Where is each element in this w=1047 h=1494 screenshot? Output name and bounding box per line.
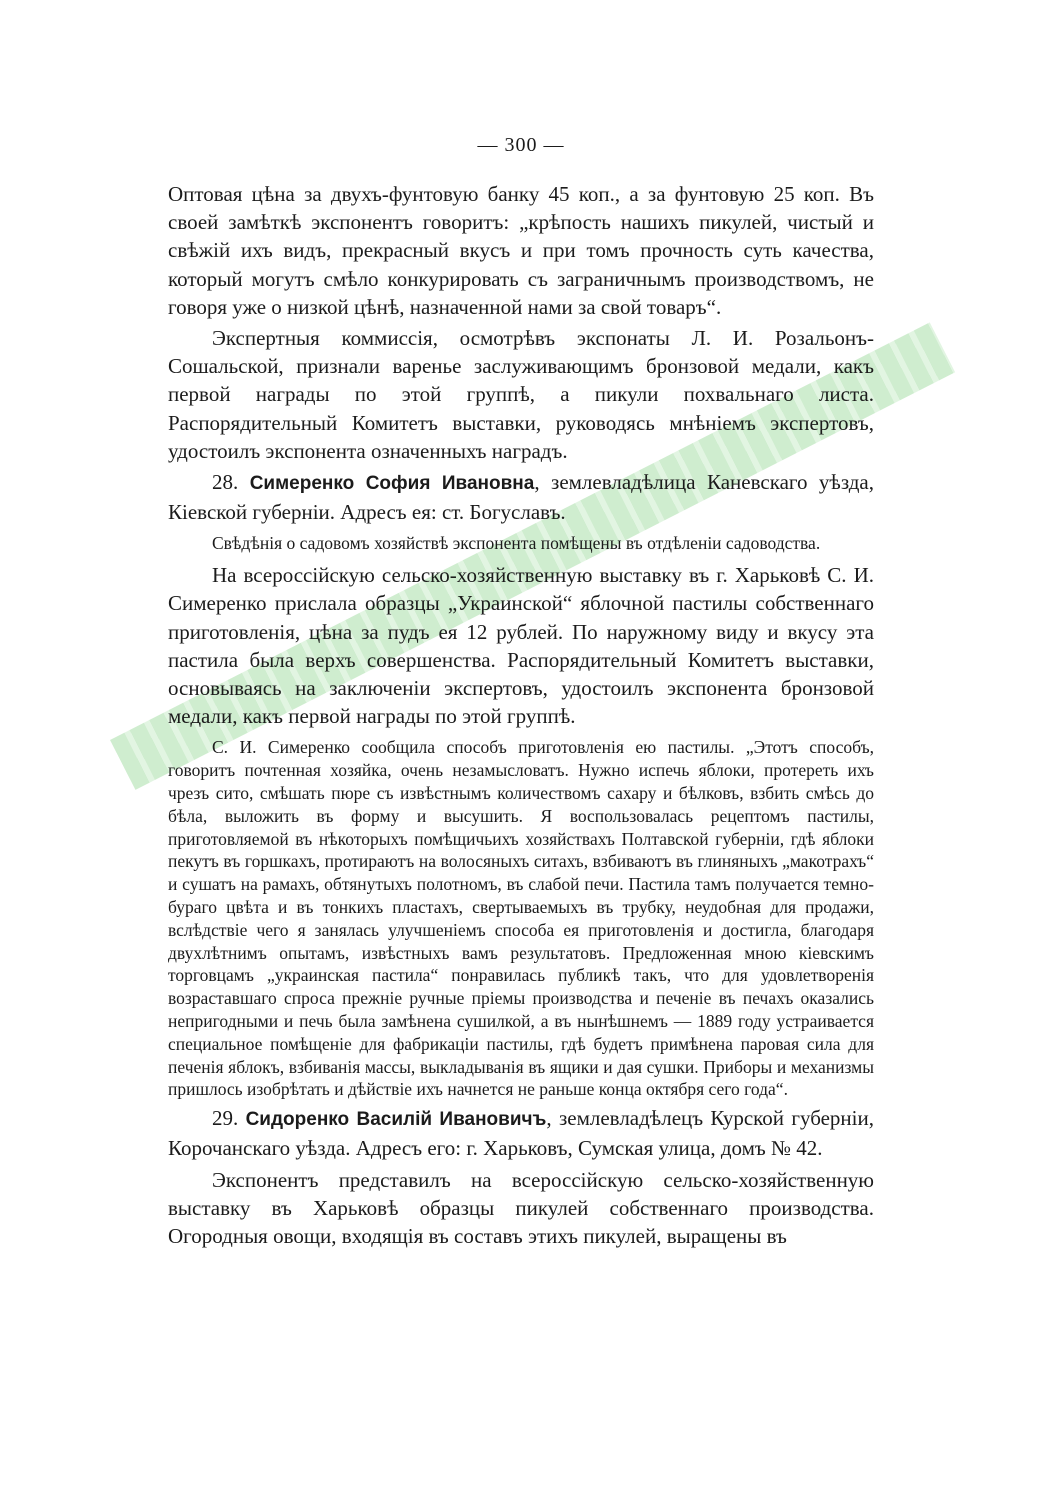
entry-29-name: Сидоренко Василій Ивановичъ xyxy=(245,1109,547,1131)
entry-28-details: , землевладѣлица Каневскаго уѣзда, Кіевской губерніи. Адресъ ея: ст. Богуславъ. xyxy=(168,470,874,525)
entry-28-name: Симеренко София Ивановна xyxy=(249,473,535,495)
paragraph-pastila-award: На всероссійскую сельско-хозяйственную выставку въ г. Харьковѣ С. И. Симеренко прислала образцы „Украинской“ яблочной пастилы собственнаго приготовленія, цѣна за пудъ ея 12 рублей. По наружному виду и вкусу эта пастила была верхъ совершенства. Распорядительный Комитетъ выставки, основываясь на заключеніи экспертовъ, удостоилъ экспонента бронзовой медали, какъ первой награды по этой группѣ. xyxy=(168,563,874,729)
entry-28-number: 28. xyxy=(212,470,239,495)
text-column xyxy=(168,130,874,1250)
entry-29-number: 29. xyxy=(212,1106,239,1131)
paragraph-garden-note: Свѣдѣнія о садовомъ хозяйствѣ экспонента помѣщены въ отдѣленіи садоводства. xyxy=(212,533,821,554)
entry-29-header xyxy=(168,1104,874,1162)
paragraph-pastila-method: С. И. Симеренко сообщила способъ приготовленія ею пастилы. „Этотъ способъ, говоритъ почтенная хозяйка, очень незамысловатъ. Нужно испечь яблоки, протереть ихъ чрезъ сито, смѣшать пюре съ извѣстнымъ количествомъ сахару и бѣлковъ, взбить смѣсь до бѣла, выложить въ форму и высушить. Я воспользовалась рецептомъ пастилы, приготовляемой въ нѣкоторыхъ помѣщичьихъ хозяйствахъ Полтавской губерніи, гдѣ яблоки пекутъ въ горшкахъ, протираютъ на волосяныхъ ситахъ, взбиваютъ въ глиняныхъ „макотрахъ“ и сушатъ на рамахъ, обтянутыхъ полотномъ, въ слабой печи. Пастила тамъ получается темно-бураго цвѣта и въ тонкихъ пластахъ, свертываемыхъ въ трубку, неудобная для продажи, вслѣдствіе чего я занялась улучшеніемъ способа ея приготовленія и достигла, благодаря двухлѣтнимъ опытамъ, извѣстныхъ вамъ результатовъ. Предложенная мною кіевскимъ торговцамъ „украинская пастила“ понравилась публикѣ такъ, что для удовлетворенія возраставшаго спроса прежніе ручные пріемы производства и печеніе въ печахъ оказались непригодными и печь была замѣнена сушилкой, а въ нынѣшнемъ — 1889 году устраивается специальное помѣщеніе для фабрикаціи пастилы, гдѣ будетъ примѣнена паровая сила для печенія яблокъ, взбиванія массы, выкладыванія въ ящики и дая сушки. Приборы и механизмы пришлось изобрѣтать и дѣйствіе ихъ начнется не раньше конца октября сего года“. xyxy=(168,737,874,1100)
page-number: — 300 — xyxy=(477,134,565,156)
paragraph-pickles-exhibit: Экспонентъ представилъ на всероссійскую сельско-хозяйственную выставку въ Харьковѣ образцы пикулей собственнаго производства. Огородныя овощи, входящія въ составъ этихъ пикулей, выращены въ xyxy=(168,1167,874,1249)
paragraph-commission-award: Экспертныя коммиссія, осмотрѣвъ экспонаты Л. И. Розальонъ-Сошальской, признали варенье заслуживающимъ бронзовой медали, какъ первой награды по этой группѣ, а пикули похвальнаго листа. Распорядительный Комитетъ выставки, руководясь мнѣніемъ экспертовъ, удостоилъ экспонента означенныхъ наградъ. xyxy=(168,326,874,463)
entry-28-header xyxy=(168,468,874,526)
paragraph-price-note: Оптовая цѣна за двухъ-фунтовую банку 45 коп., а за фунтовую 25 коп. Въ своей замѣткѣ экспонентъ говоритъ: „крѣпость нашихъ пикулей, чистый и свѣжій ихъ видъ, прекрасный вкусъ и при томъ прочность суть качества, который могутъ смѣло конкурировать съ заграничнымъ производствомъ, не говоря уже о низкой цѣнѣ, назначенной нами за свой товаръ“. xyxy=(168,182,874,319)
entry-29-details: , землевладѣлецъ Курской губерніи, Корочанскаго уѣзда. Адресъ его: г. Харьковъ, Сумская улица, домъ № 42. xyxy=(168,1106,874,1161)
